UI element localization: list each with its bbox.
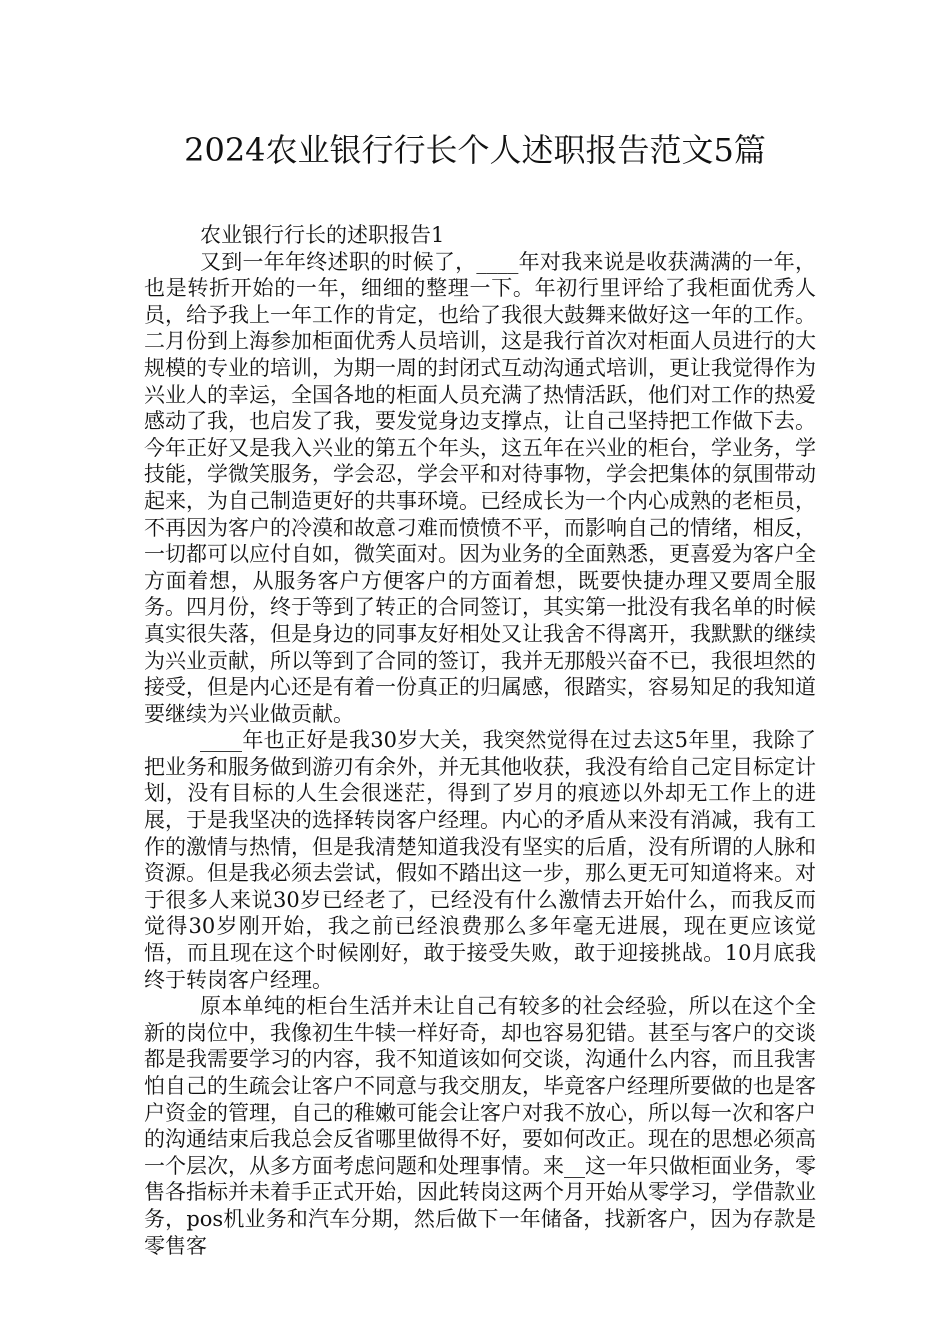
paragraph-2: ____年也正好是我30岁大关，我突然觉得在过去这5年里，我除了把业务和服务做到游刃有余外，并无其他收获，我没有给自己定目标定计划，没有目标的人生会很迷茫，得到了岁月的痕迹以外却无工作上的进展，于是我坚决的选择转岗客户经理。内心的矛盾从来没有消减，我有工作的激情与热情，但是我清楚知道我没有坚实的后盾，没有所谓的人脉和资源。但是我必须去尝试，假如不踏出这一步，那么更无可知道将来。对于很多人来说30岁已经老了，已经没有什么激情去开始什么，而我反而觉得30岁刚开始，我之前已经浪费那么多年毫无进展，现在更应该觉悟，而且现在这个时候刚好，敢于接受失败，敢于迎接挑战。10月底我终于转岗客户经理。 (144, 728, 816, 992)
paragraph-3: 原本单纯的柜台生活并未让自己有较多的社会经验，所以在这个全新的岗位中，我像初生牛犊一样好奇，却也容易犯错。甚至与客户的交谈都是我需要学习的内容，我不知道该如何交谈，沟通什么内容，而且我害怕自己的生疏会让客户不同意与我交朋友，毕竟客户经理所要做的也是客户资金的管理，自己的稚嫩可能会让客户对我不放心，所以每一次和客户的沟通结束后我总会反省哪里做得不好，要如何改正。现在的思想必须高一个层次，从多方面考虑问题和处理事情。来__这一年只做柜面业务，零售各指标并未着手正式开始，因此转岗这两个月开始从零学习，学借款业务，pos机业务和汽车分期，然后做下一年储备，找新客户，因为存款是零售客 (144, 994, 816, 1258)
paragraph-1: 又到一年年终述职的时候了，____年对我来说是收获满满的一年，也是转折开始的一年，细细的整理一下。年初行里评给了我柜面优秀人员，给予我上一年工作的肯定，也给了我很大鼓舞来做好这一年的工作。二月份到上海参加柜面优秀人员培训，这是我行首次对柜面人员进行的大规模的专业的培训，为期一周的封闭式互动沟通式培训，更让我觉得作为兴业人的幸运，全国各地的柜面人员充满了热情活跃，他们对工作的热爱感动了我，也启发了我，要发觉身边支撑点，让自己坚持把工作做下去。今年正好又是我入兴业的第五个年头，这五年在兴业的柜台，学业务，学技能，学微笑服务，学会忍，学会平和对待事物，学会把集体的氛围带动起来，为自己制造更好的共事环境。已经成长为一个内心成熟的老柜员，不再因为客户的冷漠和故意刁难而愤愤不平，而影响自己的情绪，相反，一切都可以应付自如，微笑面对。因为业务的全面熟悉，更喜爱为客户全方面着想，从服务客户方便客户的方面着想，既要快捷办理又要周全服务。四月份，终于等到了转正的合同签订，其实第一批没有我名单的时候真实很失落，但是身边的同事友好相处又让我舍不得离开，我默默的继续为兴业贡献，所以等到了合同的签订，我并无那般兴奋不已，我很坦然的接受，但是内心还是有着一份真正的归属感，很踏实，容易知足的我知道要继续为兴业做贡献。 (144, 249, 816, 726)
section-heading: 农业银行行长的述职报告1 (200, 223, 445, 247)
document-title: 2024农业银行行长个人述职报告范文5篇 (184, 131, 766, 169)
document-body (144, 222, 816, 1259)
